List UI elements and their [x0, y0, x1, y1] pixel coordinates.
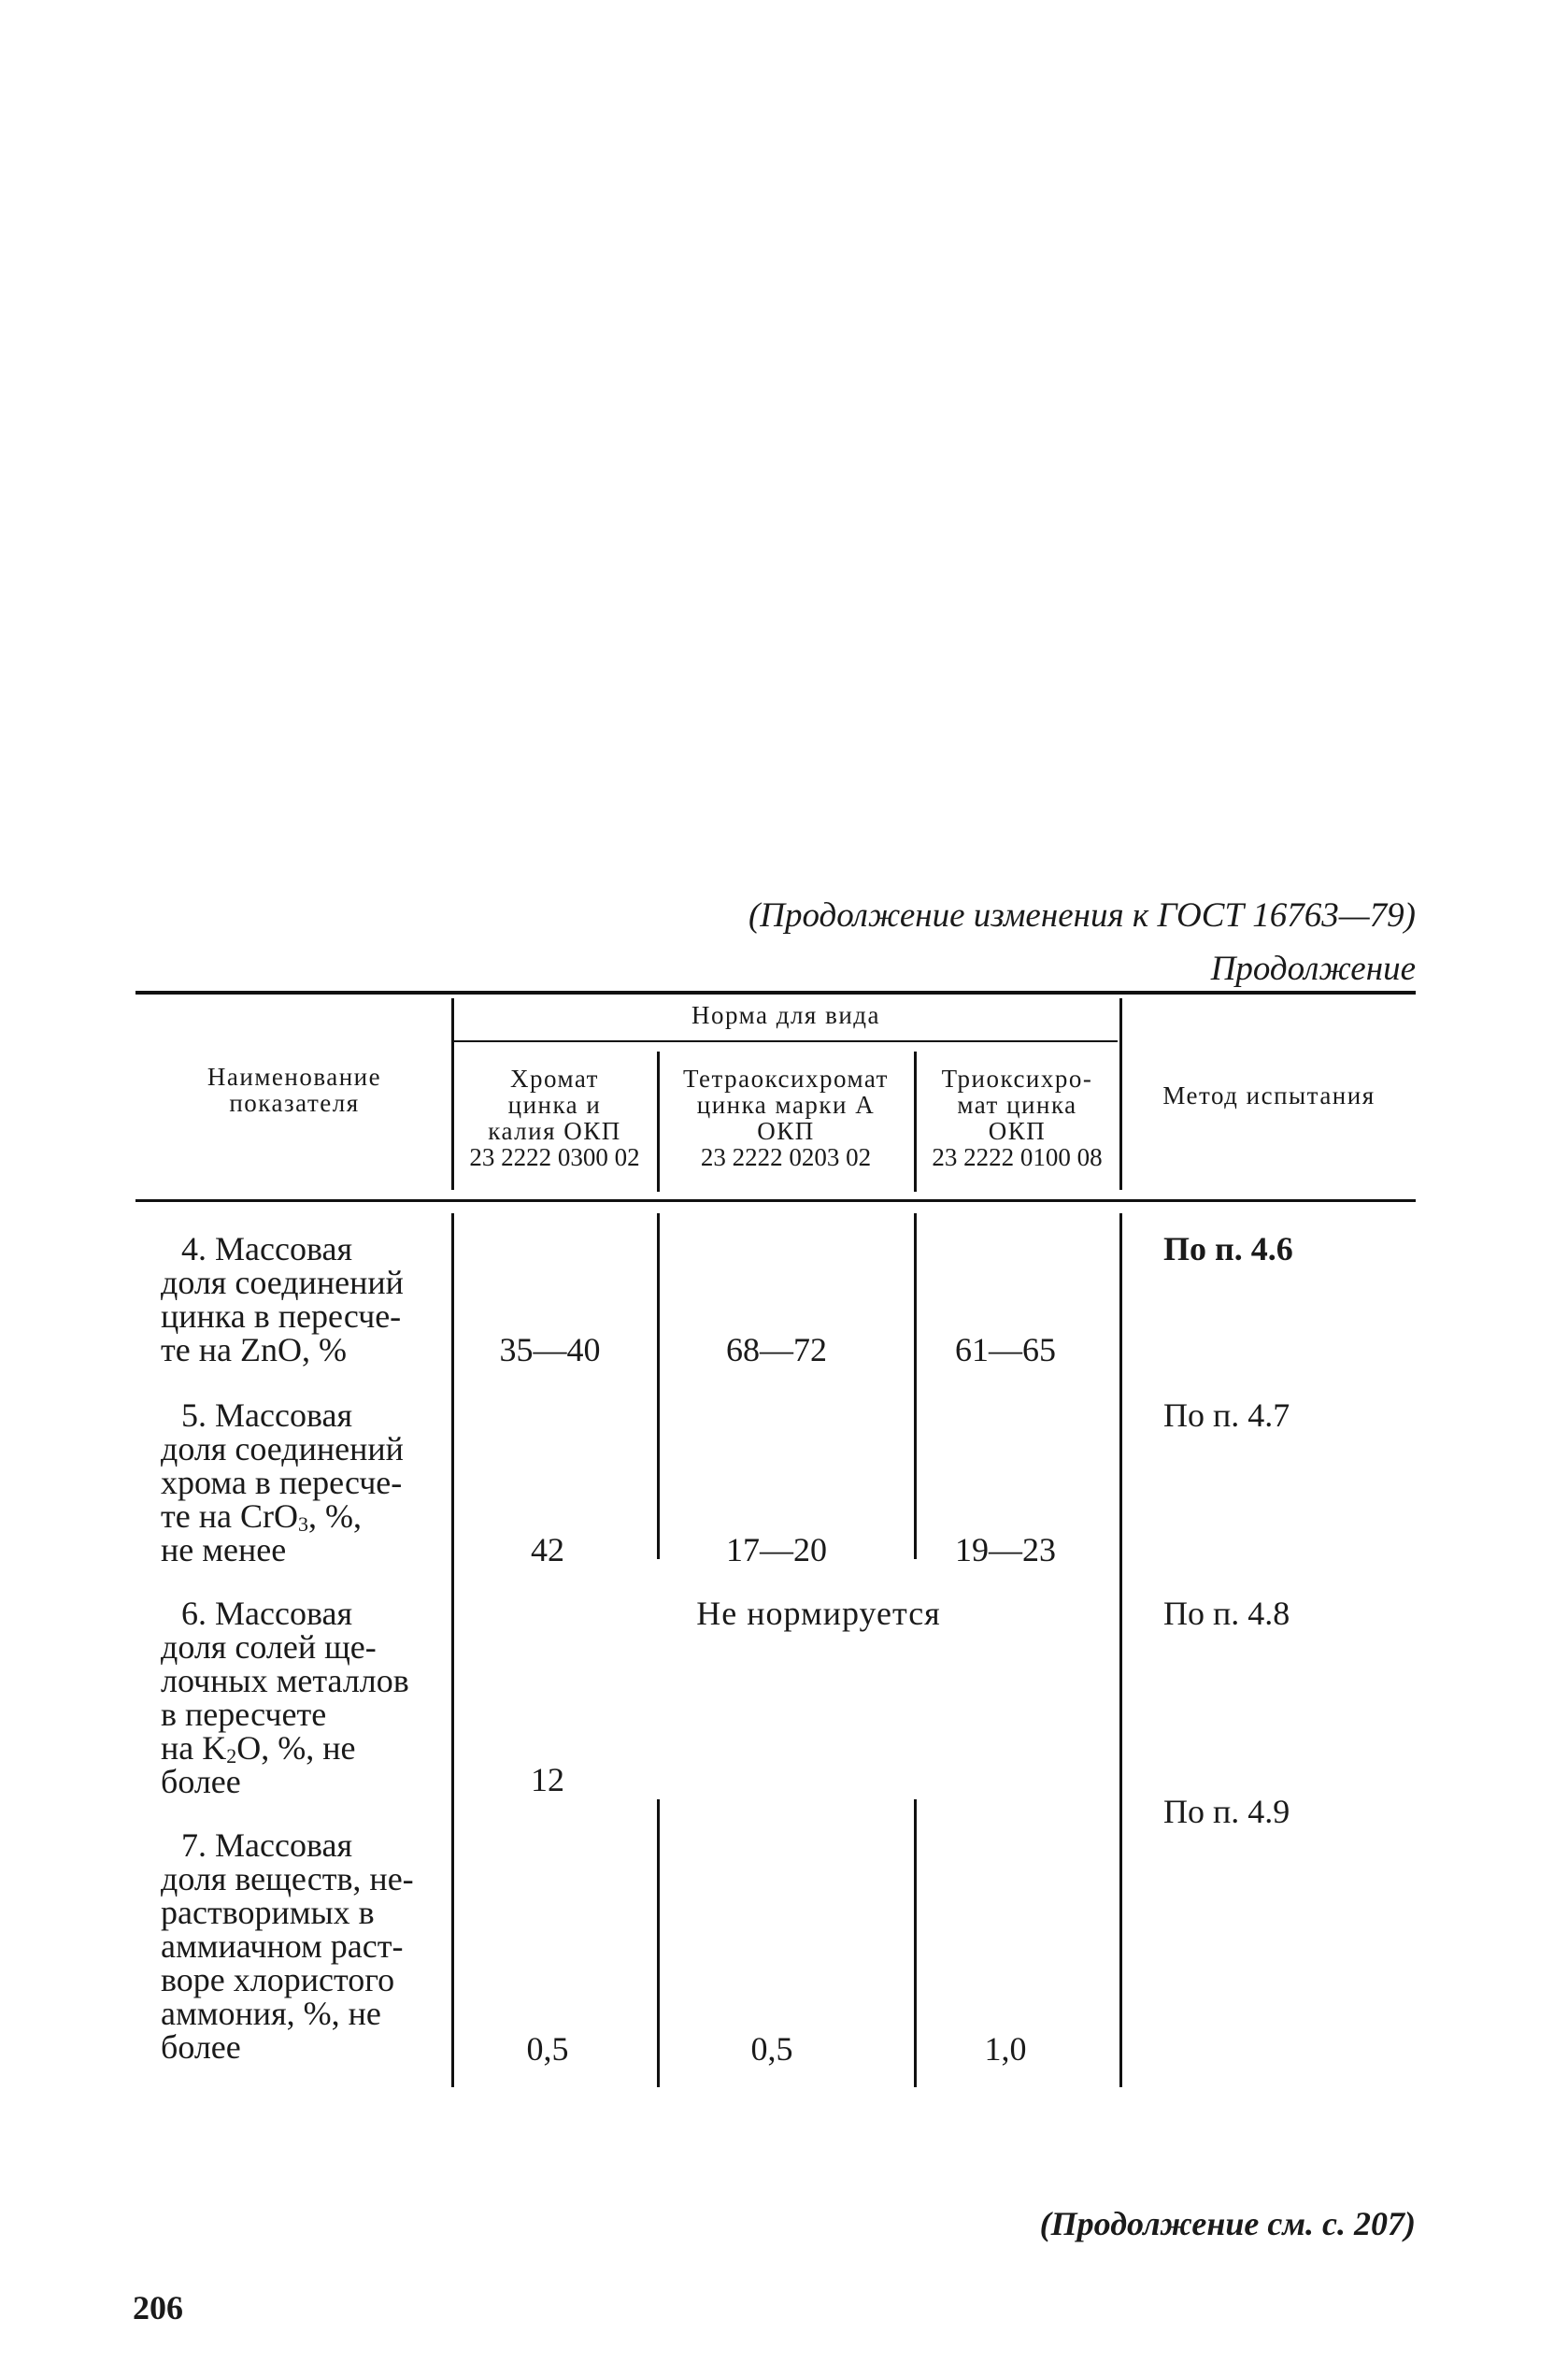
page-number: 206	[133, 2289, 183, 2326]
row-6-span-value: Не нормируется	[696, 1595, 941, 1632]
col-header-tetraoxychromate: Тетраоксихромат цинка марки А ОКП 23 2222 0203 02	[683, 1065, 889, 1171]
row-5-value-col1: 42	[531, 1531, 564, 1568]
col-header-trioxychromate: Триоксихро- мат цинка ОКП 23 2222 0100 08	[932, 1065, 1103, 1171]
row-6-name: 6. Массовая доля солей ще- лочных металлов в пересчете на $K_2O$, %, не более	[161, 1595, 409, 1800]
row-4-value-col1: 35—40	[499, 1331, 601, 1368]
body-vline-2a	[657, 1213, 660, 1559]
norm-group-rule	[454, 1040, 1118, 1042]
row-5-name: 5. Массовая доля соединений хрома в пересче- те на CrO$_3$, %, не менее	[161, 1396, 404, 1568]
row-7-value-col1: 0,5	[526, 2030, 569, 2068]
body-vline-3a	[914, 1213, 917, 1559]
row-4-name: 4. Массовая доля соединений цинка в пересче- те на ZnO, %	[161, 1230, 404, 1368]
row-4-value-col2: 68—72	[726, 1331, 827, 1368]
table-continuation-label: Продолжение	[1210, 950, 1416, 988]
col-header-method: Метод испытания	[1162, 1081, 1376, 1109]
table-top-rule	[135, 991, 1416, 995]
row-7-value-col3: 1,0	[984, 2030, 1027, 2068]
row-7-name: 7. Массовая доля веществ, не- растворимых в аммиачном раст- воре хлористого аммония, %, не более	[161, 1826, 414, 2066]
row-5-value-col3: 19—23	[955, 1531, 1056, 1568]
row-4-method: По п. 4.6	[1163, 1230, 1293, 1267]
col-header-norm-group: Норма для вида	[691, 1001, 881, 1029]
col-header-chromate-zinc-potassium: Хромат цинка и калия ОКП 23 2222 0300 02	[469, 1065, 640, 1171]
header-bottom-rule	[135, 1199, 1416, 1202]
col-header-name: Наименование показателя	[207, 1063, 382, 1117]
continuation-note: (Продолжение изменения к ГОСТ 16763—79)	[748, 896, 1416, 935]
row-5-value-col2: 17—20	[726, 1531, 827, 1568]
continuation-footer: (Продолжение см. с. 207)	[1039, 2205, 1416, 2242]
body-vline-4	[1119, 1213, 1122, 2087]
row-6-value-col1: 12	[531, 1761, 564, 1798]
row-7-value-col2: 0,5	[750, 2030, 793, 2068]
row-4-value-col3: 61—65	[955, 1331, 1056, 1368]
row-7-method: По п. 4.9	[1163, 1793, 1290, 1830]
row-6-method: По п. 4.8	[1163, 1595, 1290, 1632]
row-5-method: По п. 4.7	[1163, 1396, 1290, 1434]
